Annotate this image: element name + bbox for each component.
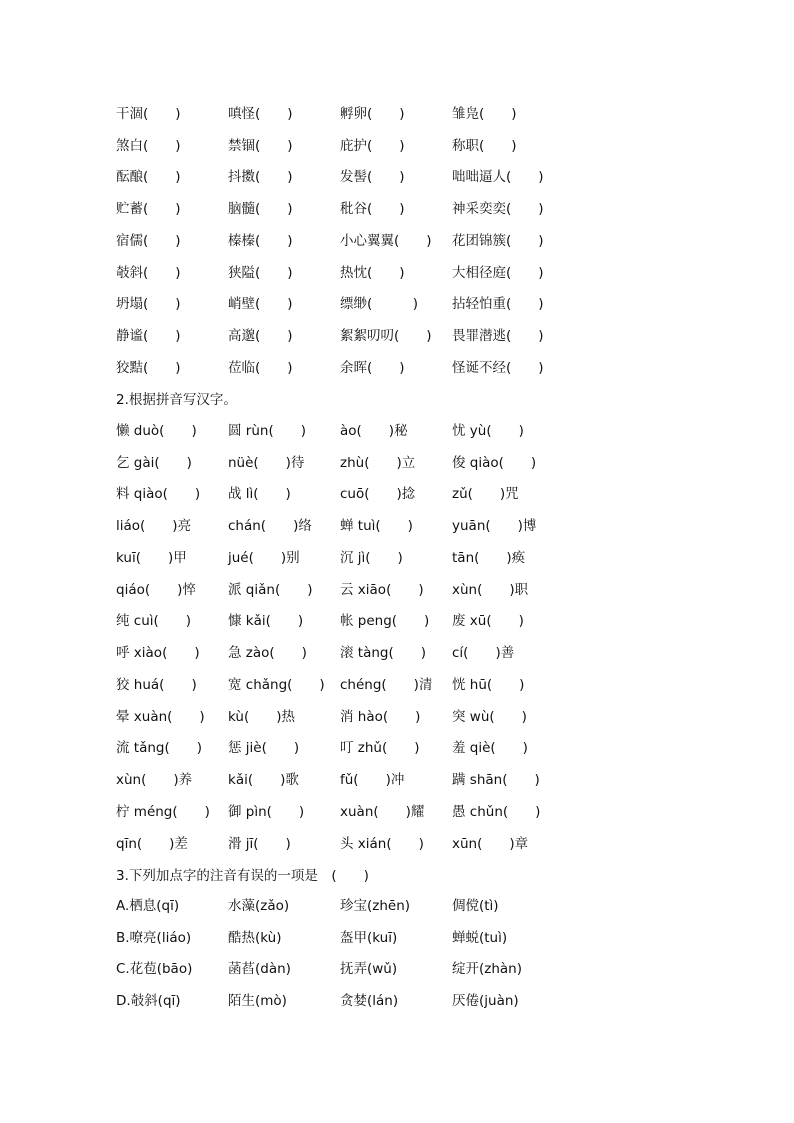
- vocab-pinyin-grid: [116, 96, 676, 382]
- pinyin-item: nüè( )待: [228, 454, 305, 471]
- vocab-item: 庇护( ): [340, 137, 405, 154]
- pinyin-to-character-grid: [116, 413, 676, 858]
- pinyin-item: cí( )善: [452, 645, 515, 662]
- vocab-item: 絮絮叨叨( ): [340, 328, 432, 345]
- pinyin-row: [116, 445, 676, 477]
- choice-item: 水藻(zǎo): [228, 897, 290, 914]
- pinyin-item: kuī( )甲: [116, 549, 187, 566]
- pinyin-row: [116, 699, 676, 731]
- vocab-row: [116, 318, 676, 350]
- vocab-item: 宿儒( ): [116, 232, 181, 249]
- vocab-item: 花团锦簇( ): [452, 232, 544, 249]
- choice-item: 盔甲(kuī): [340, 929, 398, 946]
- vocab-item: 干涸( ): [116, 105, 181, 122]
- pinyin-item: 晕 xuàn( ): [116, 708, 205, 725]
- vocab-item: 抖擞( ): [228, 169, 293, 186]
- pinyin-item: 战 lì( ): [228, 486, 291, 503]
- pinyin-item: 忧 yù( ): [452, 422, 524, 439]
- pinyin-item: 料 qiào( ): [116, 486, 201, 503]
- pinyin-item: 帐 peng( ): [340, 613, 430, 630]
- vocab-item: 峭壁( ): [228, 296, 293, 313]
- vocab-item: 禁锢( ): [228, 137, 293, 154]
- pinyin-item: 慷 kǎi( ): [228, 613, 304, 630]
- pinyin-row: [116, 540, 676, 572]
- choice-item: 贪婪(lán): [340, 993, 399, 1010]
- pinyin-row: [116, 731, 676, 763]
- pinyin-row: [116, 635, 676, 667]
- pinyin-row: [116, 826, 676, 858]
- pinyin-row: [116, 794, 676, 826]
- vocab-item: 拈轻怕重( ): [452, 296, 544, 313]
- vocab-item: 发髻( ): [340, 169, 405, 186]
- choice-row: [116, 888, 676, 920]
- pinyin-item: 柠 méng( ): [116, 803, 210, 820]
- vocab-row: [116, 160, 676, 192]
- vocab-item: 莅临( ): [228, 359, 293, 376]
- vocab-row: [116, 223, 676, 255]
- pinyin-item: xūn( )章: [452, 835, 529, 852]
- pinyin-item: 乞 gài( ): [116, 454, 192, 471]
- vocab-item: 称职( ): [452, 137, 517, 154]
- section-3-title: 3.下列加点字的注音有误的一项是 ( ): [116, 868, 369, 884]
- choice-item: C.花苞(bāo): [116, 961, 193, 978]
- pinyin-item: zǔ( )咒: [452, 486, 519, 503]
- vocab-row: [116, 191, 676, 223]
- vocab-item: 咄咄逼人( ): [452, 169, 544, 186]
- pinyin-item: xùn( )养: [116, 772, 193, 789]
- pinyin-item: 懒 duò( ): [116, 422, 197, 439]
- vocab-item: 神采奕奕( ): [452, 201, 544, 218]
- vocab-item: 狭隘( ): [228, 264, 293, 281]
- vocab-item: 狡黠( ): [116, 359, 181, 376]
- pinyin-item: fǔ( )冲: [340, 772, 405, 789]
- pinyin-item: 御 pìn( ): [228, 803, 305, 820]
- pinyin-item: 蹒 shān( ): [452, 772, 540, 789]
- vocab-item: 嗔怪( ): [228, 105, 293, 122]
- pinyin-item: 宽 chǎng( ): [228, 676, 325, 693]
- choice-options-grid: [116, 888, 676, 1015]
- choice-item: D.攲斜(qī): [116, 993, 181, 1010]
- pinyin-row: [116, 572, 676, 604]
- vocab-item: 静谧( ): [116, 328, 181, 345]
- pinyin-item: 沉 jì( ): [340, 549, 403, 566]
- choice-row: [116, 920, 676, 952]
- choice-item: 珍宝(zhēn): [340, 897, 411, 914]
- pinyin-item: 狡 huá( ): [116, 676, 197, 693]
- pinyin-item: tān( )痪: [452, 549, 526, 566]
- pinyin-item: 蝉 tuì( ): [340, 518, 413, 535]
- vocab-row: [116, 350, 676, 382]
- pinyin-item: 急 zào( ): [228, 645, 307, 662]
- pinyin-item: 叮 zhǔ( ): [340, 740, 420, 757]
- pinyin-item: 恍 hū( ): [452, 676, 525, 693]
- pinyin-item: 头 xián( ): [340, 835, 424, 852]
- pinyin-item: kǎi( )歌: [228, 772, 299, 789]
- pinyin-item: ào( )秘: [340, 422, 408, 439]
- vocab-item: 酝酿( ): [116, 169, 181, 186]
- vocab-item: 秕谷( ): [340, 201, 405, 218]
- vocab-row: [116, 287, 676, 319]
- pinyin-item: kù( )热: [228, 708, 295, 725]
- vocab-row: [116, 128, 676, 160]
- pinyin-item: xuàn( )耀: [340, 803, 425, 820]
- choice-item: 菡萏(dàn): [228, 961, 291, 978]
- pinyin-item: qīn( )差: [116, 835, 188, 852]
- pinyin-item: 消 hào( ): [340, 708, 421, 725]
- pinyin-item: 纯 cuì( ): [116, 613, 192, 630]
- pinyin-item: 派 qiǎn( ): [228, 581, 313, 598]
- choice-item: 陌生(mò): [228, 993, 287, 1010]
- vocab-item: 热忱( ): [340, 264, 405, 281]
- choice-item: B.嘹亮(liáo): [116, 929, 192, 946]
- vocab-item: 孵卵( ): [340, 105, 405, 122]
- choice-row: [116, 983, 676, 1015]
- vocab-item: 高邈( ): [228, 328, 293, 345]
- pinyin-item: 流 tǎng( ): [116, 740, 203, 757]
- vocab-row: [116, 255, 676, 287]
- pinyin-item: 惩 jiè( ): [228, 740, 300, 757]
- choice-item: 绽开(zhàn): [452, 961, 523, 978]
- choice-item: 酷热(kù): [228, 929, 282, 946]
- pinyin-item: 滚 tàng( ): [340, 645, 427, 662]
- vocab-item: 脑髓( ): [228, 201, 293, 218]
- choice-item: 抚弄(wǔ): [340, 961, 398, 978]
- vocab-item: 怪诞不经( ): [452, 359, 544, 376]
- vocab-item: 榛榛( ): [228, 232, 293, 249]
- choice-item: 厌倦(juàn): [452, 993, 519, 1010]
- pinyin-row: [116, 667, 676, 699]
- pinyin-row: [116, 604, 676, 636]
- choice-item: A.栖息(qī): [116, 897, 180, 914]
- pinyin-row: [116, 477, 676, 509]
- pinyin-item: 废 xū( ): [452, 613, 524, 630]
- vocab-row: [116, 96, 676, 128]
- pinyin-item: chán( )络: [228, 518, 312, 535]
- choice-row: [116, 952, 676, 984]
- pinyin-item: 突 wù( ): [452, 708, 527, 725]
- pinyin-row: [116, 413, 676, 445]
- pinyin-item: yuān( )博: [452, 518, 537, 535]
- pinyin-item: 愚 chǔn( ): [452, 803, 541, 820]
- vocab-item: 煞白( ): [116, 137, 181, 154]
- vocab-item: 余晖( ): [340, 359, 405, 376]
- pinyin-item: cuō( )捻: [340, 486, 416, 503]
- pinyin-item: liáo( )亮: [116, 518, 192, 535]
- pinyin-item: 滑 jī( ): [228, 835, 291, 852]
- pinyin-item: 俊 qiào( ): [452, 454, 537, 471]
- vocab-item: 缥缈( ): [340, 296, 419, 313]
- section-2-title: 2.根据拼音写汉字。: [116, 392, 237, 408]
- choice-item: 倜傥(tì): [452, 897, 499, 914]
- vocab-item: 贮蓄( ): [116, 201, 181, 218]
- pinyin-item: jué( )别: [228, 549, 300, 566]
- vocab-item: 攲斜( ): [116, 264, 181, 281]
- vocab-item: 大相径庭( ): [452, 264, 544, 281]
- pinyin-item: 圆 rùn( ): [228, 422, 306, 439]
- pinyin-row: [116, 508, 676, 540]
- vocab-item: 畏罪潜逃( ): [452, 328, 544, 345]
- pinyin-item: 呼 xiào( ): [116, 645, 200, 662]
- vocab-item: 小心翼翼( ): [340, 232, 432, 249]
- choice-item: 蝉蜕(tuì): [452, 929, 508, 946]
- pinyin-row: [116, 762, 676, 794]
- vocab-item: 坍塌( ): [116, 296, 181, 313]
- vocab-item: 雏凫( ): [452, 105, 517, 122]
- pinyin-item: qiáo( )悴: [116, 581, 196, 598]
- pinyin-item: 羞 qiè( ): [452, 740, 528, 757]
- pinyin-item: 云 xiāo( ): [340, 581, 424, 598]
- pinyin-item: zhù( )立: [340, 454, 416, 471]
- pinyin-item: xùn( )职: [452, 581, 529, 598]
- pinyin-item: chéng( )清: [340, 676, 433, 693]
